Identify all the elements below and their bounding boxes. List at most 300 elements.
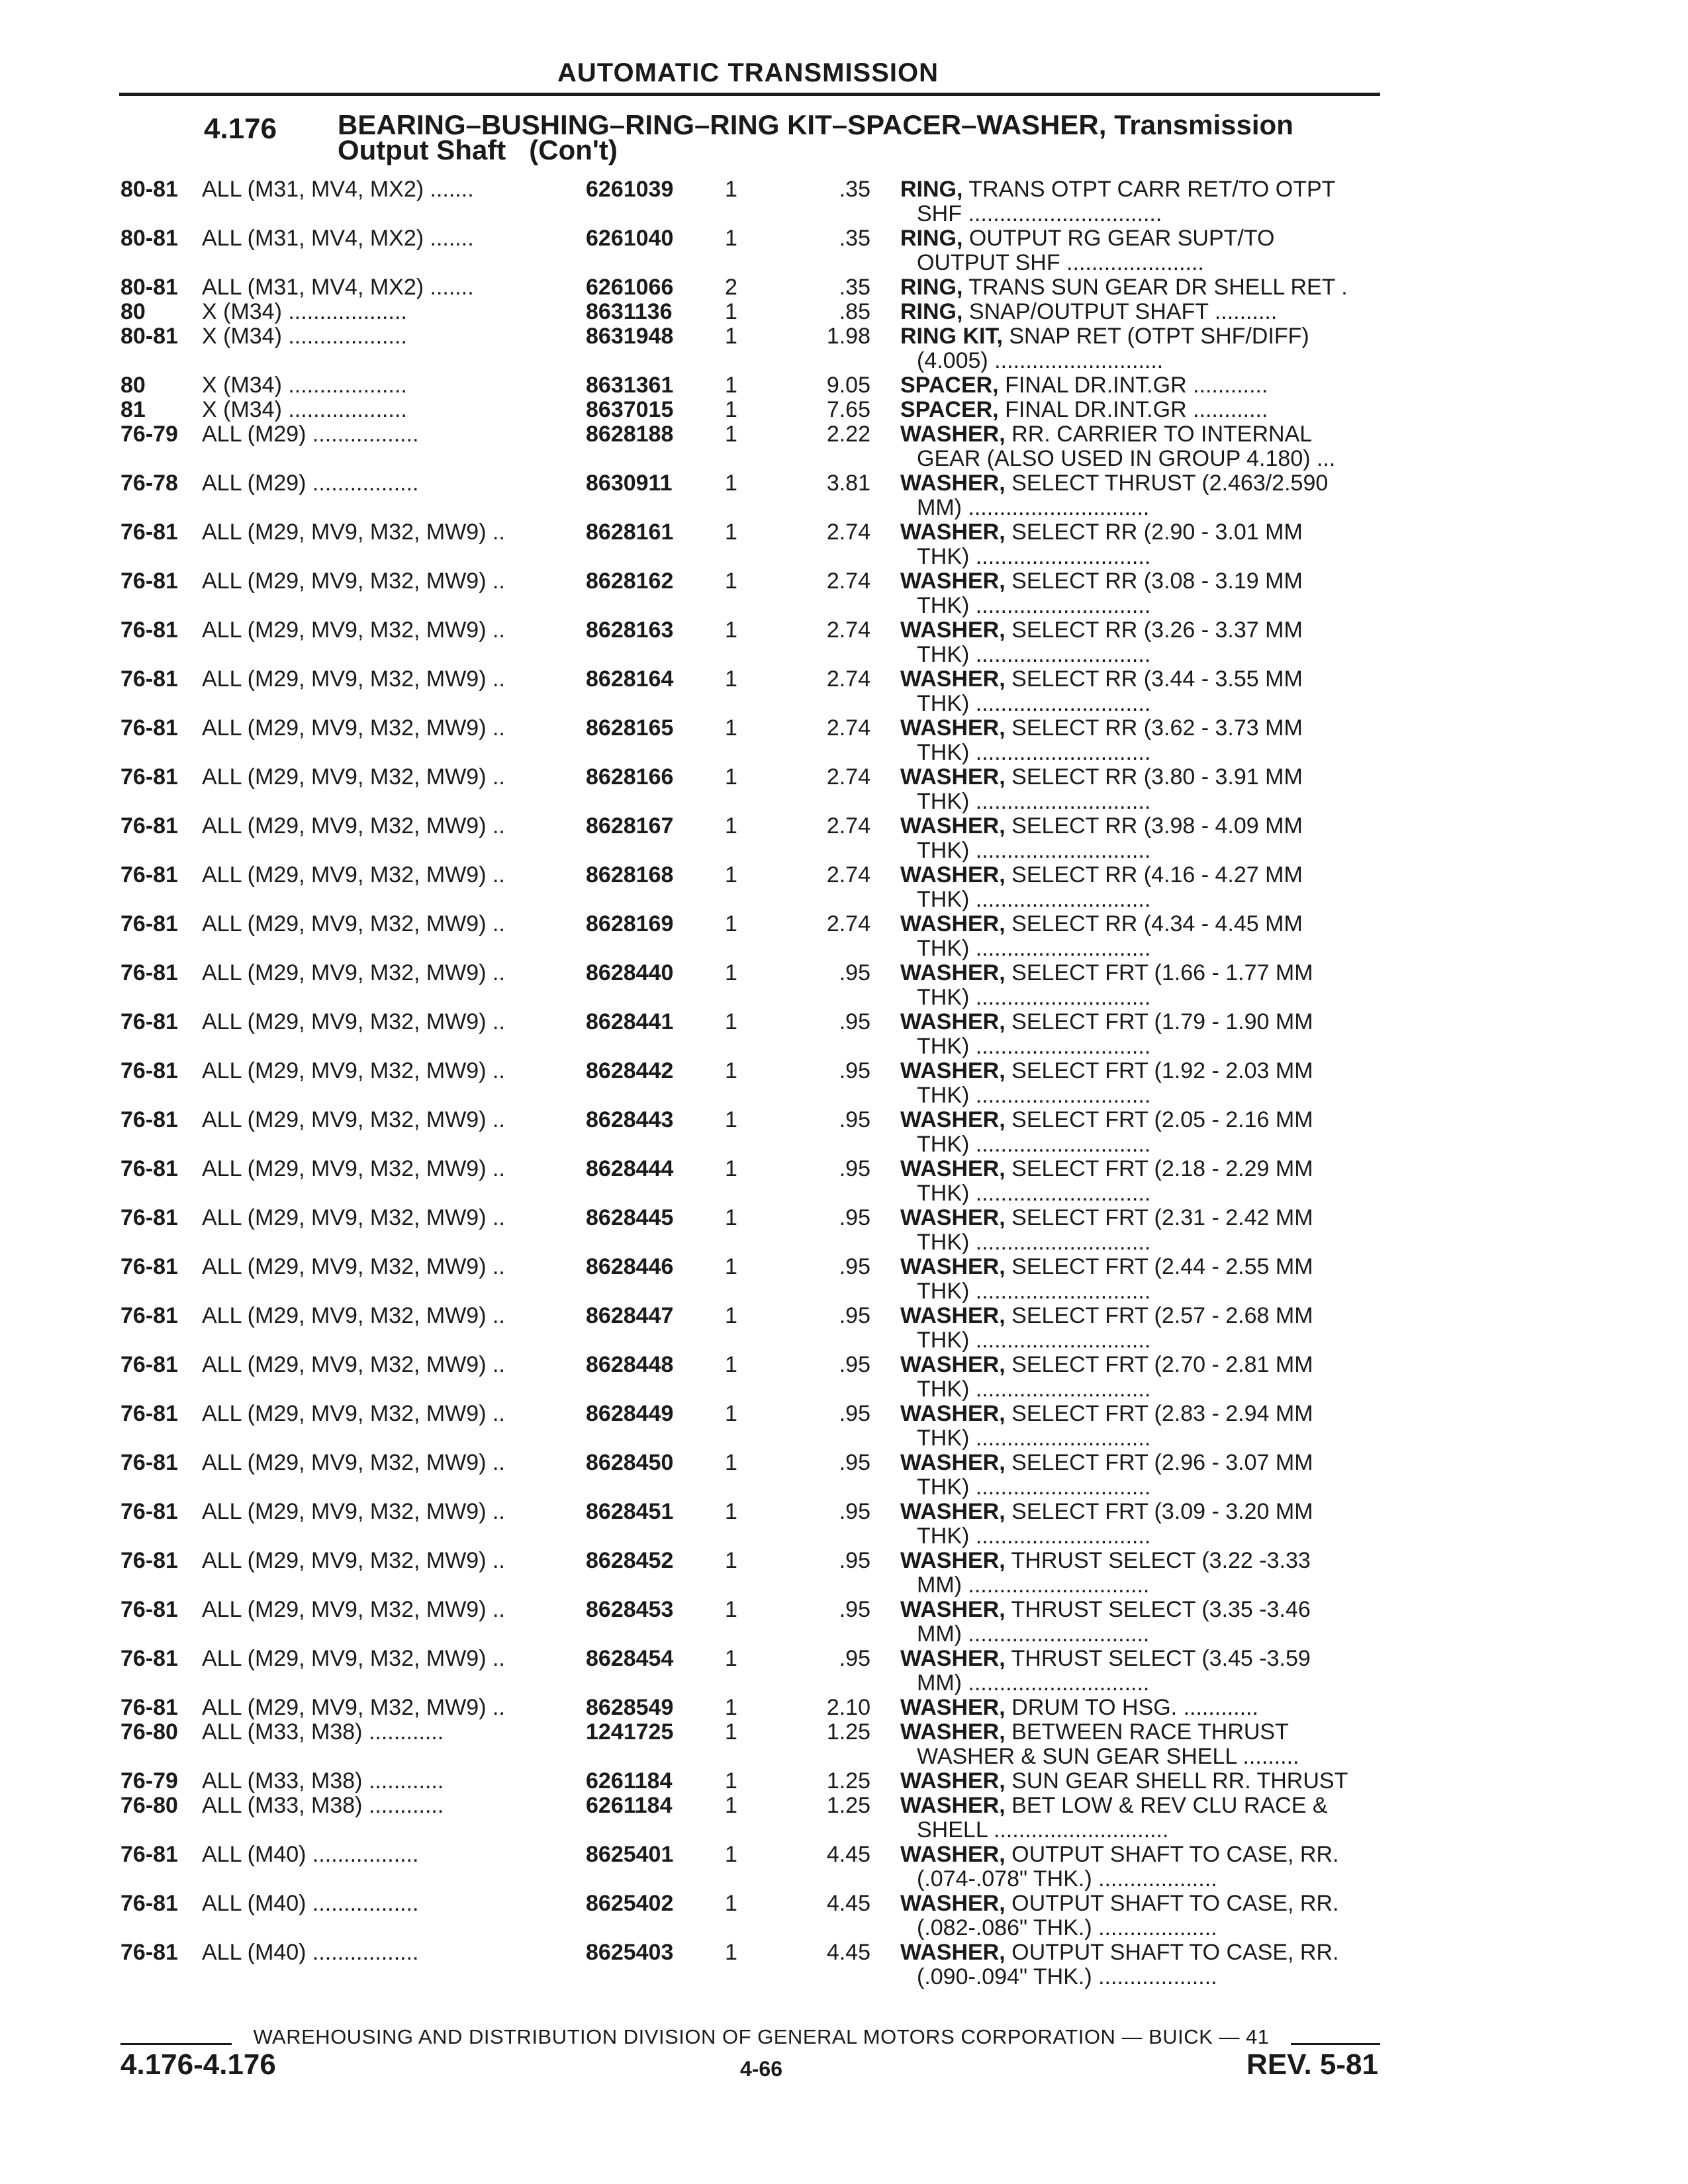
quantity: 1	[725, 1793, 737, 1818]
model-applicability: ALL (M33, M38) ............	[202, 1794, 444, 1818]
part-name: WASHER,	[900, 471, 1006, 496]
part-name: WASHER,	[900, 1450, 1006, 1475]
model-applicability: X (M34) ...................	[202, 300, 407, 324]
quantity: 1	[725, 1646, 737, 1671]
year-range: 80-81	[120, 275, 178, 300]
model-applicability: ALL (M29, MV9, M32, MW9) ..	[202, 863, 505, 887]
part-number: 8628442	[586, 1058, 674, 1083]
part-description-continued: THK) ............................	[917, 1524, 1151, 1549]
model-applicability: ALL (M29, MV9, M32, MW9) ..	[202, 1255, 505, 1279]
part-number: 8628165	[586, 715, 674, 741]
model-applicability: ALL (M29, MV9, M32, MW9) ..	[202, 1206, 505, 1230]
year-range: 76-81	[120, 1450, 178, 1475]
part-description-continued: THK) ............................	[917, 1279, 1151, 1304]
price: .95	[839, 960, 870, 985]
model-applicability: ALL (M29, MV9, M32, MW9) ..	[202, 520, 505, 545]
price: 4.45	[826, 1842, 870, 1867]
part-description	[900, 373, 1382, 398]
quantity: 1	[725, 1009, 737, 1034]
part-description-text: SELECT FRT (2.57 - 2.68 MM	[1011, 1303, 1313, 1328]
year-range: 76-81	[120, 1205, 178, 1230]
part-description	[900, 1304, 1382, 1328]
group-title-line2: Output Shaft	[338, 134, 506, 165]
part-description	[900, 667, 1382, 692]
part-description-text: SELECT RR (3.98 - 4.09 MM	[1011, 813, 1303, 839]
part-description-text: SNAP RET (OTPT SHF/DIFF)	[1009, 324, 1309, 349]
part-description	[900, 961, 1382, 985]
part-name: WASHER,	[900, 1940, 1006, 1965]
year-range: 76-81	[120, 715, 178, 741]
model-applicability: ALL (M29, MV9, M32, MW9) ..	[202, 569, 505, 594]
part-description-continued: SHELL ............................	[917, 1818, 1169, 1843]
year-range: 76-81	[120, 1940, 178, 1965]
price: 2.74	[826, 862, 870, 887]
part-name: SPACER,	[900, 397, 999, 422]
part-name: RING,	[900, 226, 963, 251]
year-range: 76-81	[120, 1009, 178, 1034]
part-description	[900, 1696, 1382, 1720]
year-range: 76-79	[120, 1768, 178, 1794]
model-applicability: ALL (M29, MV9, M32, MW9) ..	[202, 1598, 505, 1622]
year-range: 76-81	[120, 1401, 178, 1426]
part-description	[900, 1010, 1382, 1034]
part-description	[900, 324, 1382, 349]
quantity: 1	[725, 1156, 737, 1181]
model-applicability: ALL (M31, MV4, MX2) .......	[202, 226, 474, 251]
quantity: 1	[725, 1205, 737, 1230]
year-range: 76-81	[120, 1891, 178, 1916]
year-range: 76-81	[120, 1303, 178, 1328]
part-description-text: SELECT FRT (2.18 - 2.29 MM	[1011, 1156, 1313, 1181]
quantity: 1	[725, 299, 737, 324]
group-title-bold: BEARING–BUSHING–RING–RING KIT–SPACER–WASHER,	[338, 109, 1107, 140]
quantity: 1	[725, 1719, 737, 1745]
part-name: WASHER,	[900, 1401, 1006, 1426]
part-name: WASHER,	[900, 569, 1006, 594]
quantity: 2	[725, 275, 737, 300]
part-number: 8637015	[586, 397, 674, 422]
year-range: 76-81	[120, 1352, 178, 1377]
part-number: 8630911	[586, 471, 673, 496]
part-description-continued: MM) .............................	[917, 1573, 1150, 1598]
part-description-text: SELECT FRT (2.83 - 2.94 MM	[1011, 1401, 1313, 1426]
quantity: 1	[725, 764, 737, 790]
part-description-text: THRUST SELECT (3.45 -3.59	[1011, 1646, 1311, 1671]
part-description	[900, 1157, 1382, 1181]
footer-page-number: 4-66	[739, 2057, 783, 2081]
part-description-text: OUTPUT RG GEAR SUPT/TO	[968, 226, 1275, 251]
part-number: 8628451	[586, 1499, 674, 1524]
year-range: 80	[120, 373, 146, 398]
part-description-continued: (4.005) ...........................	[917, 349, 1164, 373]
part-description-text: SNAP/OUTPUT SHAFT ..........	[968, 299, 1278, 324]
part-name: WASHER,	[900, 715, 1006, 741]
part-description-text: BET LOW & REV CLU RACE &	[1011, 1793, 1328, 1818]
quantity: 1	[725, 177, 737, 202]
part-description	[900, 1647, 1382, 1671]
part-number: 8628167	[586, 813, 674, 839]
part-number: 8628164	[586, 666, 674, 692]
price: .95	[839, 1646, 870, 1671]
part-name: WASHER,	[900, 813, 1006, 839]
part-description-text: SELECT FRT (2.31 - 2.42 MM	[1011, 1205, 1313, 1230]
year-range: 76-81	[120, 617, 178, 643]
quantity: 1	[725, 960, 737, 985]
part-description	[900, 1206, 1382, 1230]
year-range: 76-81	[120, 911, 178, 936]
year-range: 76-81	[120, 1499, 178, 1524]
part-description-text: THRUST SELECT (3.35 -3.46	[1011, 1597, 1311, 1622]
year-range: 76-81	[120, 960, 178, 985]
part-description	[900, 300, 1382, 324]
part-description	[900, 814, 1382, 839]
year-range: 76-78	[120, 471, 178, 496]
price: .95	[839, 1058, 870, 1083]
part-description-continued: THK) ............................	[917, 839, 1151, 863]
part-description-text: SELECT RR (3.44 - 3.55 MM	[1011, 666, 1303, 692]
price: 2.74	[826, 569, 870, 594]
year-range: 76-81	[120, 862, 178, 887]
model-applicability: ALL (M29, MV9, M32, MW9) ..	[202, 814, 505, 839]
group-title-rest: Transmission	[1114, 109, 1293, 140]
part-number: 6261039	[586, 177, 674, 202]
part-name: WASHER,	[900, 1303, 1006, 1328]
price: 4.45	[826, 1940, 870, 1965]
quantity: 1	[725, 1842, 737, 1867]
price: 2.10	[826, 1695, 870, 1720]
model-applicability: ALL (M29, MV9, M32, MW9) ..	[202, 912, 505, 936]
part-number: 8625403	[586, 1940, 674, 1965]
price: 7.65	[826, 397, 870, 422]
quantity: 1	[725, 324, 737, 349]
part-number: 8628166	[586, 764, 674, 790]
price: 3.81	[826, 471, 870, 496]
part-description	[900, 226, 1382, 251]
part-description-continued: THK) ............................	[917, 741, 1151, 765]
year-range: 76-81	[120, 764, 178, 790]
part-name: WASHER,	[900, 1719, 1006, 1745]
price: 2.74	[826, 764, 870, 790]
part-description	[900, 471, 1382, 496]
model-applicability: ALL (M29, MV9, M32, MW9) ..	[202, 618, 505, 643]
group-title	[338, 109, 1397, 165]
part-description-continued: THK) ............................	[917, 692, 1151, 716]
model-applicability: ALL (M29, MV9, M32, MW9) ..	[202, 961, 505, 985]
part-description-text: SELECT RR (2.90 - 3.01 MM	[1011, 520, 1303, 545]
price: 2.74	[826, 813, 870, 839]
part-number: 8625402	[586, 1891, 674, 1916]
part-number: 8628161	[586, 520, 674, 545]
quantity: 1	[725, 226, 737, 251]
quantity: 1	[725, 1499, 737, 1524]
model-applicability: ALL (M33, M38) ............	[202, 1769, 444, 1794]
part-description-continued: MM) .............................	[917, 1671, 1150, 1696]
part-number: 8628444	[586, 1156, 674, 1181]
year-range: 76-81	[120, 813, 178, 839]
model-applicability: ALL (M29) .................	[202, 471, 419, 496]
part-name: WASHER,	[900, 1009, 1006, 1034]
part-description	[900, 765, 1382, 790]
year-range: 80	[120, 299, 146, 324]
model-applicability: ALL (M29, MV9, M32, MW9) ..	[202, 1402, 505, 1426]
part-description-text: SELECT RR (4.16 - 4.27 MM	[1011, 862, 1303, 887]
part-name: WASHER,	[900, 1205, 1006, 1230]
model-applicability: ALL (M29, MV9, M32, MW9) ..	[202, 1010, 505, 1034]
price: .95	[839, 1009, 870, 1034]
part-name: WASHER,	[900, 764, 1006, 790]
part-number: 6261066	[586, 275, 674, 300]
part-description-continued: THK) ............................	[917, 1426, 1151, 1451]
part-name: WASHER,	[900, 1352, 1006, 1377]
part-description-text: SELECT FRT (3.09 - 3.20 MM	[1011, 1499, 1313, 1524]
part-description	[900, 618, 1382, 643]
part-description	[900, 1794, 1382, 1818]
price: 4.45	[826, 1891, 870, 1916]
price: .95	[839, 1205, 870, 1230]
part-description	[900, 1500, 1382, 1524]
part-description-text: FINAL DR.INT.GR ............	[1005, 397, 1268, 422]
quantity: 1	[725, 1548, 737, 1573]
part-name: WASHER,	[900, 1499, 1006, 1524]
quantity: 1	[725, 1401, 737, 1426]
part-description	[900, 398, 1382, 422]
part-description	[900, 1353, 1382, 1377]
model-applicability: ALL (M40) .................	[202, 1843, 419, 1867]
price: .95	[839, 1254, 870, 1279]
page-header-title: AUTOMATIC TRANSMISSION	[557, 58, 939, 87]
part-name: RING,	[900, 275, 963, 300]
model-applicability: ALL (M29, MV9, M32, MW9) ..	[202, 1059, 505, 1083]
price: 1.25	[826, 1719, 870, 1745]
model-applicability: ALL (M29, MV9, M32, MW9) ..	[202, 1549, 505, 1573]
year-range: 76-80	[120, 1793, 178, 1818]
part-name: WASHER,	[900, 1548, 1006, 1573]
part-description-continued: THK) ............................	[917, 1475, 1151, 1500]
group-title-cont: (Con't)	[529, 134, 618, 165]
price: 2.74	[826, 715, 870, 741]
part-description-continued: MM) .............................	[917, 496, 1150, 520]
price: .95	[839, 1548, 870, 1573]
quantity: 1	[725, 1254, 737, 1279]
price: 2.74	[826, 520, 870, 545]
year-range: 76-81	[120, 666, 178, 692]
year-range: 76-79	[120, 422, 178, 447]
model-applicability: X (M34) ...................	[202, 324, 407, 349]
model-applicability: ALL (M29, MV9, M32, MW9) ..	[202, 1451, 505, 1475]
year-range: 76-81	[120, 1597, 178, 1622]
part-description-text: SUN GEAR SHELL RR. THRUST	[1011, 1768, 1348, 1794]
year-range: 80-81	[120, 324, 178, 349]
part-description-text: SELECT FRT (1.66 - 1.77 MM	[1011, 960, 1313, 985]
year-range: 76-81	[120, 1156, 178, 1181]
year-range: 76-81	[120, 520, 178, 545]
part-description-continued: THK) ............................	[917, 790, 1151, 814]
part-number: 8628452	[586, 1548, 674, 1573]
part-description-continued: THK) ............................	[917, 985, 1151, 1010]
part-name: WASHER,	[900, 1793, 1006, 1818]
part-number: 8628453	[586, 1597, 674, 1622]
part-description-continued: (.090-.094" THK.) ...................	[917, 1965, 1217, 1989]
part-number: 8625401	[586, 1842, 674, 1867]
part-description-text: SELECT FRT (2.05 - 2.16 MM	[1011, 1107, 1313, 1132]
part-description-text: OUTPUT SHAFT TO CASE, RR.	[1011, 1842, 1339, 1867]
part-name: RING,	[900, 177, 963, 202]
part-name: WASHER,	[900, 960, 1006, 985]
part-number: 1241725	[586, 1719, 674, 1745]
part-description-text: SELECT FRT (1.92 - 2.03 MM	[1011, 1058, 1313, 1083]
model-applicability: X (M34) ...................	[202, 398, 407, 422]
part-name: WASHER,	[900, 1695, 1006, 1720]
part-number: 8628450	[586, 1450, 674, 1475]
part-description	[900, 1059, 1382, 1083]
part-number: 8628169	[586, 911, 674, 936]
part-description	[900, 1843, 1382, 1867]
model-applicability: ALL (M29, MV9, M32, MW9) ..	[202, 1108, 505, 1132]
part-description-continued: THK) ............................	[917, 1328, 1151, 1353]
part-description-text: SELECT RR (3.26 - 3.37 MM	[1011, 617, 1303, 643]
quantity: 1	[725, 1940, 737, 1965]
part-name: RING,	[900, 299, 963, 324]
part-description-continued: OUTPUT SHF ......................	[917, 251, 1204, 275]
quantity: 1	[725, 1107, 737, 1132]
price: .35	[839, 226, 870, 251]
part-name: WASHER,	[900, 1597, 1006, 1622]
part-number: 8631136	[586, 299, 673, 324]
part-description-continued: THK) ............................	[917, 1377, 1151, 1402]
part-description	[900, 275, 1382, 300]
part-number: 8628447	[586, 1303, 674, 1328]
quantity: 1	[725, 617, 737, 643]
quantity: 1	[725, 569, 737, 594]
part-number: 8628443	[586, 1107, 674, 1132]
quantity: 1	[725, 911, 737, 936]
model-applicability: ALL (M31, MV4, MX2) .......	[202, 177, 474, 202]
part-number: 8628445	[586, 1205, 674, 1230]
model-applicability: ALL (M31, MV4, MX2) .......	[202, 275, 474, 300]
part-number: 8628168	[586, 862, 674, 887]
quantity: 1	[725, 471, 737, 496]
part-description-continued: THK) ............................	[917, 1181, 1151, 1206]
part-description-continued: THK) ............................	[917, 887, 1151, 912]
part-description-text: SELECT RR (3.80 - 3.91 MM	[1011, 764, 1303, 790]
year-range: 81	[120, 397, 146, 422]
part-description-continued: THK) ............................	[917, 1083, 1151, 1108]
part-number: 8628163	[586, 617, 674, 643]
price: .95	[839, 1450, 870, 1475]
part-description	[900, 1451, 1382, 1475]
price: .95	[839, 1107, 870, 1132]
part-description-text: OUTPUT SHAFT TO CASE, RR.	[1011, 1891, 1339, 1916]
price: .95	[839, 1499, 870, 1524]
model-applicability: X (M34) ...................	[202, 373, 407, 398]
model-applicability: ALL (M29, MV9, M32, MW9) ..	[202, 1647, 505, 1671]
part-description	[900, 569, 1382, 594]
part-description	[900, 520, 1382, 545]
part-name: WASHER,	[900, 1156, 1006, 1181]
header-divider	[119, 93, 1380, 96]
part-name: WASHER,	[900, 1058, 1006, 1083]
part-description-continued: THK) ............................	[917, 545, 1151, 569]
year-range: 76-81	[120, 1058, 178, 1083]
part-description-continued: THK) ............................	[917, 936, 1151, 961]
part-description-continued: THK) ............................	[917, 643, 1151, 667]
part-description	[900, 177, 1382, 202]
part-description	[900, 1402, 1382, 1426]
model-applicability: ALL (M29, MV9, M32, MW9) ..	[202, 667, 505, 692]
price: .95	[839, 1597, 870, 1622]
footer-division: WAREHOUSING AND DISTRIBUTION DIVISION OF GENERAL MOTORS CORPORATION — BUICK — 41	[253, 2025, 1270, 2048]
part-description-continued: (.074-.078" THK.) ...................	[917, 1867, 1217, 1891]
quantity: 1	[725, 1352, 737, 1377]
part-description-continued: SHF ...............................	[917, 202, 1162, 226]
price: .35	[839, 275, 870, 300]
part-description-continued: THK) ............................	[917, 594, 1151, 618]
part-number: 8628162	[586, 569, 674, 594]
part-description	[900, 1255, 1382, 1279]
price: .85	[839, 299, 870, 324]
quantity: 1	[725, 397, 737, 422]
part-name: WASHER,	[900, 1646, 1006, 1671]
part-description-text: FINAL DR.INT.GR ............	[1005, 373, 1268, 398]
year-range: 76-81	[120, 1254, 178, 1279]
part-description	[900, 1549, 1382, 1573]
year-range: 76-81	[120, 1646, 178, 1671]
part-description-text: TRANS OTPT CARR RET/TO OTPT	[968, 177, 1336, 202]
part-description-continued: MM) .............................	[917, 1622, 1150, 1647]
part-name: SPACER,	[900, 373, 999, 398]
part-description	[900, 912, 1382, 936]
quantity: 1	[725, 862, 737, 887]
price: 1.25	[826, 1793, 870, 1818]
part-number: 8628454	[586, 1646, 674, 1671]
part-number: 6261184	[586, 1768, 673, 1794]
part-description-text: SELECT FRT (2.96 - 3.07 MM	[1011, 1450, 1313, 1475]
part-name: WASHER,	[900, 617, 1006, 643]
model-applicability: ALL (M29, MV9, M32, MW9) ..	[202, 1500, 505, 1524]
part-name: WASHER,	[900, 911, 1006, 936]
price: .95	[839, 1352, 870, 1377]
part-description-text: SELECT THRUST (2.463/2.590	[1011, 471, 1329, 496]
part-name: WASHER,	[900, 1768, 1006, 1794]
part-description-text: SELECT RR (4.34 - 4.45 MM	[1011, 911, 1303, 936]
quantity: 1	[725, 520, 737, 545]
price: .35	[839, 177, 870, 202]
part-description	[900, 1891, 1382, 1916]
year-range: 76-81	[120, 1107, 178, 1132]
price: 1.98	[826, 324, 870, 349]
part-description-text: SELECT FRT (1.79 - 1.90 MM	[1011, 1009, 1313, 1034]
part-description-text: THRUST SELECT (3.22 -3.33	[1011, 1548, 1311, 1573]
part-description-text: BETWEEN RACE THRUST	[1011, 1719, 1289, 1745]
part-description	[900, 1769, 1382, 1794]
model-applicability: ALL (M29, MV9, M32, MW9) ..	[202, 765, 505, 790]
part-number: 8628440	[586, 960, 674, 985]
quantity: 1	[725, 1695, 737, 1720]
part-description-text: SELECT FRT (2.44 - 2.55 MM	[1011, 1254, 1313, 1279]
model-applicability: ALL (M40) .................	[202, 1940, 419, 1965]
price: 9.05	[826, 373, 870, 398]
part-description-text: RR. CARRIER TO INTERNAL	[1011, 422, 1313, 447]
part-description-continued: THK) ............................	[917, 1230, 1151, 1255]
part-name: WASHER,	[900, 1891, 1006, 1916]
model-applicability: ALL (M29, MV9, M32, MW9) ..	[202, 1696, 505, 1720]
part-number: 8628441	[586, 1009, 674, 1034]
part-name: RING KIT,	[900, 324, 1003, 349]
part-description	[900, 1720, 1382, 1745]
part-description-text: SELECT RR (3.08 - 3.19 MM	[1011, 569, 1303, 594]
quantity: 1	[725, 422, 737, 447]
part-name: WASHER,	[900, 862, 1006, 887]
